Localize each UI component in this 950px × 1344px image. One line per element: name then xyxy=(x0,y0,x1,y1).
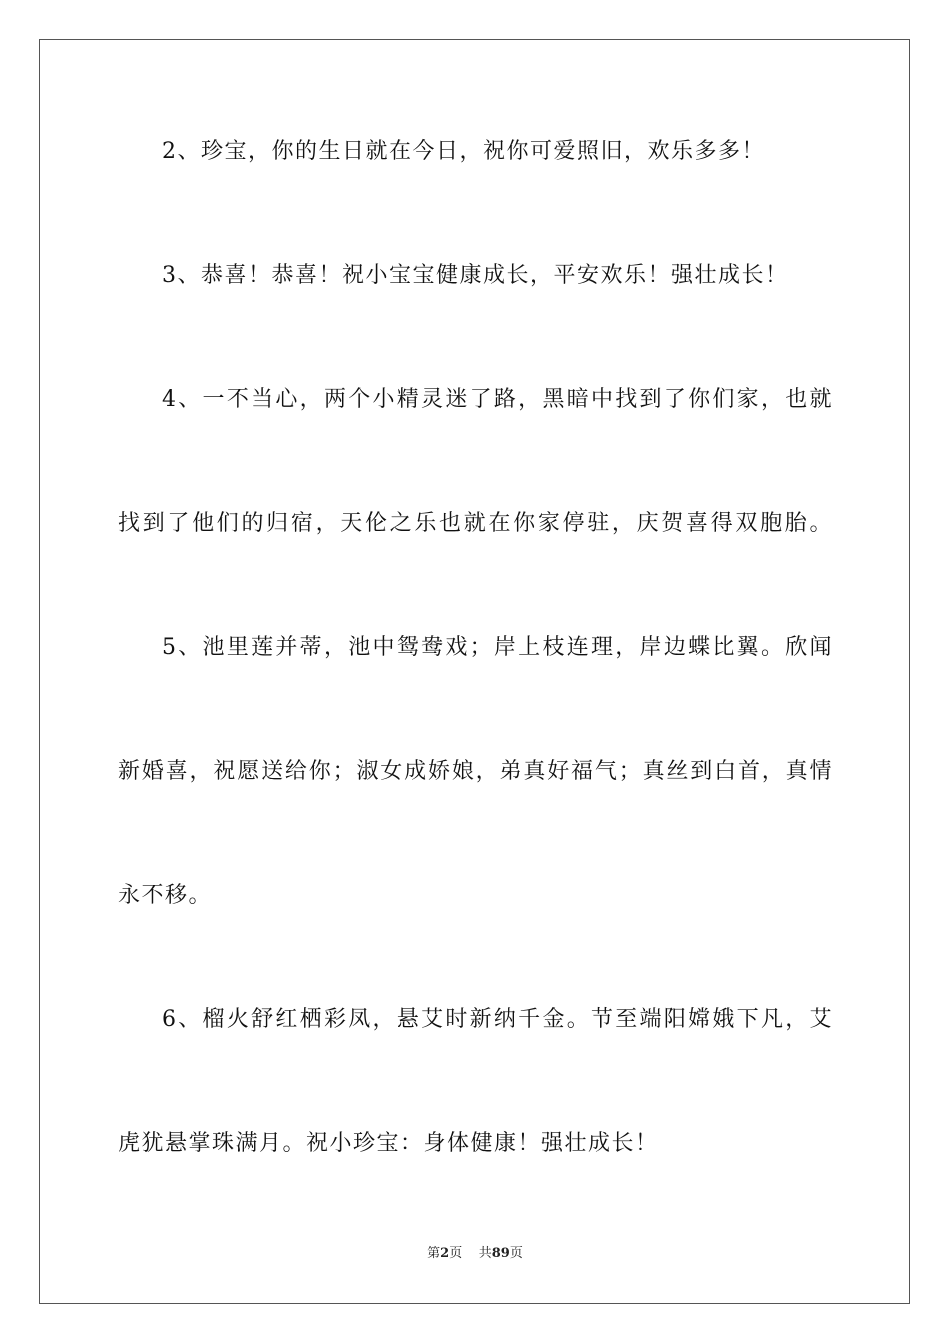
page-footer xyxy=(0,1245,950,1263)
total-pages: 89 xyxy=(491,1246,510,1261)
paragraph-4-line-1: 4、一不当心，两个小精灵迷了路，黑暗中找到了你们家，也就 xyxy=(162,387,833,412)
paragraph-6-line-2: 虎犹悬掌珠满月。祝小珍宝：身体健康！强壮成长！ xyxy=(118,1131,659,1156)
total-prefix: 共 xyxy=(478,1246,492,1261)
total-suffix: 页 xyxy=(509,1246,523,1261)
paragraph-2-line-1: 2、珍宝，你的生日就在今日，祝你可爱照旧，欢乐多多！ xyxy=(162,139,765,164)
page-prefix: 第 xyxy=(427,1246,441,1261)
page-suffix: 页 xyxy=(449,1246,463,1261)
paragraph-6-line-1: 6、榴火舒红栖彩凤，悬艾时新纳千金。节至端阳嫦娥下凡，艾 xyxy=(162,1007,833,1032)
paragraph-5-line-3: 永不移。 xyxy=(118,883,213,908)
page-number: 2 xyxy=(440,1246,450,1261)
paragraph-5-line-1: 5、池里莲并蒂，池中鸳鸯戏；岸上枝连理，岸边蝶比翼。欣闻 xyxy=(162,635,833,660)
paragraph-4-line-2: 找到了他们的归宿，天伦之乐也就在你家停驻，庆贺喜得双胞胎。 xyxy=(118,511,833,536)
paragraph-5-line-2: 新婚喜，祝愿送给你；淑女成娇娘，弟真好福气；真丝到白首，真情 xyxy=(118,759,833,784)
paragraph-3-line-1: 3、恭喜！恭喜！祝小宝宝健康成长，平安欢乐！强壮成长！ xyxy=(162,263,789,288)
page-border xyxy=(39,39,910,1304)
